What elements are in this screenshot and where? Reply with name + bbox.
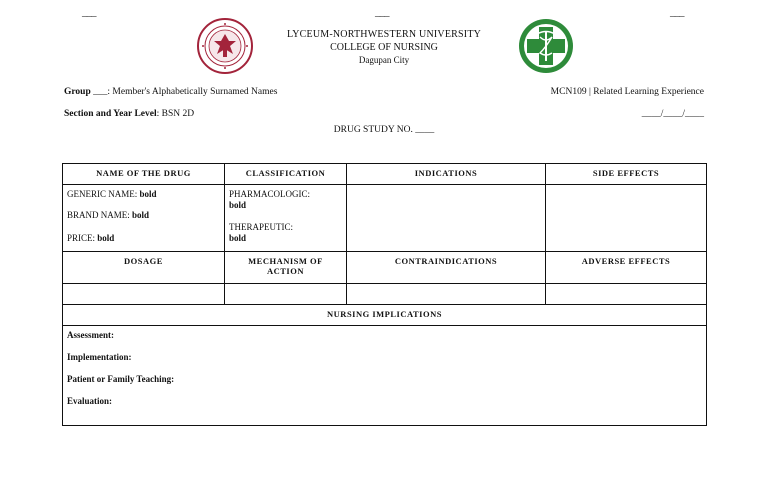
nursing-body-row xyxy=(63,326,707,426)
dosage-cell[interactable] xyxy=(63,284,225,305)
classification-cell[interactable] xyxy=(225,185,347,252)
group-blank: ___ xyxy=(93,87,108,97)
drug-name-cell[interactable] xyxy=(63,185,225,252)
assessment-label: Assessment: xyxy=(67,330,114,340)
header-row-2 xyxy=(63,252,707,284)
generic-name-line: GENERIC NAME: bold xyxy=(67,189,157,199)
top-blank-left: ___ xyxy=(82,6,96,18)
implementation-label: Implementation: xyxy=(67,352,132,362)
section-line xyxy=(64,109,194,119)
indications-cell[interactable] xyxy=(347,185,546,252)
header-mechanism-of-action: MECHANISM OF ACTION xyxy=(225,252,347,284)
header-row-1 xyxy=(63,164,707,185)
contraindications-cell[interactable] xyxy=(347,284,546,305)
header-contraindications: CONTRAINDICATIONS xyxy=(347,252,546,284)
course-code: MCN109 | Related Learning Experience xyxy=(550,87,704,97)
section-label: Section and Year Level xyxy=(64,109,157,119)
header-nursing-implications: NURSING IMPLICATIONS xyxy=(63,305,707,326)
therapeutic-label: THERAPEUTIC: xyxy=(229,222,293,232)
side-effects-cell[interactable] xyxy=(546,185,707,252)
dosage-row xyxy=(63,284,707,305)
header-adverse-effects: ADVERSE EFFECTS xyxy=(546,252,707,284)
nursing-implications-cell[interactable] xyxy=(63,326,707,426)
header-dosage: DOSAGE xyxy=(63,252,225,284)
college-name: COLLEGE OF NURSING xyxy=(330,42,438,53)
price-line: PRICE: bold xyxy=(67,233,115,243)
patient-teaching-label: Patient or Family Teaching: xyxy=(67,374,175,384)
therapeutic-value: bold xyxy=(229,233,247,243)
pharmacologic-value: bold xyxy=(229,200,247,210)
nursing-header-row xyxy=(63,305,707,326)
evaluation-label: Evaluation: xyxy=(67,396,113,406)
adverse-effects-cell[interactable] xyxy=(546,284,707,305)
header-classification: CLASSIFICATION xyxy=(225,164,347,185)
city-name: Dagupan City xyxy=(358,55,410,65)
header-name-of-drug: NAME OF THE DRUG xyxy=(63,164,225,185)
brand-name-line: BRAND NAME: bold xyxy=(67,210,150,220)
group-line xyxy=(64,87,277,97)
top-blank-right: ___ xyxy=(670,6,684,18)
pharmacologic-label: PHARMACOLOGIC: xyxy=(229,189,311,199)
header-indications: INDICATIONS xyxy=(347,164,546,185)
drug-info-row xyxy=(63,185,707,252)
mechanism-cell[interactable] xyxy=(225,284,347,305)
drug-study-table xyxy=(62,163,707,426)
group-label: Group xyxy=(64,87,91,97)
group-hint: : Member's Alphabetically Surnamed Names xyxy=(107,87,278,97)
drug-study-number: DRUG STUDY NO. ____ xyxy=(333,125,435,135)
date-blank: ____/____/____ xyxy=(641,109,704,119)
top-blank-center: ___ xyxy=(375,6,389,18)
institution-header xyxy=(0,28,768,67)
header-side-effects: SIDE EFFECTS xyxy=(546,164,707,185)
university-name: LYCEUM-NORTHWESTERN UNIVERSITY xyxy=(286,29,482,40)
section-value: : BSN 2D xyxy=(156,109,195,119)
